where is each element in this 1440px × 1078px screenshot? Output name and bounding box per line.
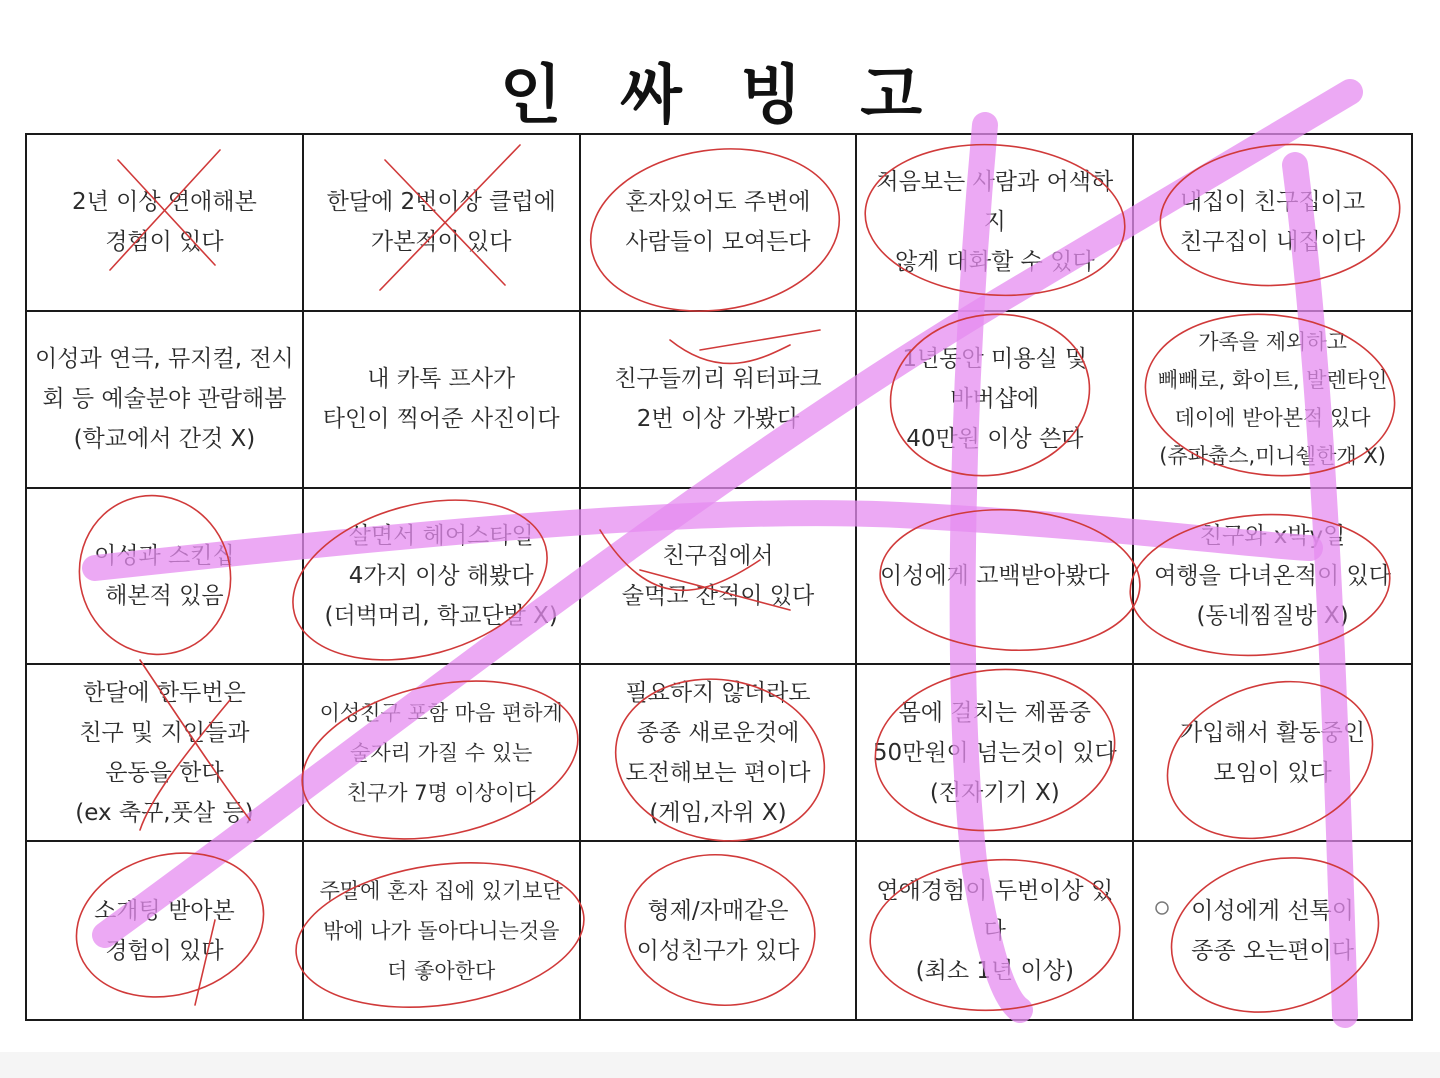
cell-text: 가족을 제외하고 빼빼로, 화이트, 발렌타인 데이에 받아본적 있다 (츄파춥스,미니쉘한개 X) xyxy=(1157,330,1388,469)
bingo-cell[interactable] xyxy=(581,665,858,842)
cell-text: 이성과 연극, 뮤지컬, 전시 회 등 예술분야 관람해봄 (학교에서 간것 X) xyxy=(35,346,294,453)
bingo-cell[interactable] xyxy=(1134,842,1411,1019)
cell-text: 2년 이상 연애해본 경험이 있다 xyxy=(72,189,257,256)
bingo-cell[interactable] xyxy=(27,842,304,1019)
cell-text: 처음보는 사람과 어색하지 않게 대화할 수 있다 xyxy=(876,169,1114,276)
cell-text: 연애경험이 두번이상 있다 (최소 1년 이상) xyxy=(876,877,1114,984)
cell-text: 한달에 한두번은 친구 및 지인들과 운동을 한다 (ex 축구,풋살 등) xyxy=(75,679,254,826)
bingo-title: 인 싸 빙 고 xyxy=(499,59,941,133)
bingo-cell[interactable] xyxy=(857,665,1134,842)
cell-text: 소개팅 받아본 경험이 있다 xyxy=(94,897,235,964)
cell-text: 친구집에서 술먹고 잔적이 있다 xyxy=(621,542,815,609)
cell-text: 내 카톡 프사가 타인이 찍어준 사진이다 xyxy=(322,366,560,433)
cell-text: 내집이 친구집이고 친구집이 내집이다 xyxy=(1180,189,1366,256)
cell-text: 이성에게 선톡이 종종 오는편이다 xyxy=(1191,897,1354,964)
cell-text: 살면서 헤어스타일 4가지 이상 해봤다 (더벅머리, 학교단발 X) xyxy=(324,522,558,629)
bingo-cell[interactable] xyxy=(304,489,581,666)
bingo-cell[interactable] xyxy=(27,312,304,489)
cell-text: 형제/자매같은 이성친구가 있다 xyxy=(636,897,800,964)
cell-text: 1년동안 미용실 및 바버샵에 40만원 이상 쓴다 xyxy=(902,346,1088,453)
cell-text: 주말에 혼자 집에 있기보단 밖에 나가 돌아다니는것을 더 좋아한다 xyxy=(319,878,563,983)
cell-text: 한달에 2번이상 클럽에 가본적이 있다 xyxy=(326,189,556,256)
cell-text: 친구들끼리 워터파크 2번 이상 가봤다 xyxy=(614,366,822,433)
bingo-cell[interactable] xyxy=(857,489,1134,666)
bingo-cell[interactable] xyxy=(857,842,1134,1019)
bingo-cell[interactable] xyxy=(1134,489,1411,666)
cell-text: 이성과 스킨십 해본적 있음 xyxy=(94,542,235,609)
bingo-cell[interactable] xyxy=(27,665,304,842)
cell-text: 혼자있어도 주변에 사람들이 모여든다 xyxy=(625,189,811,256)
bingo-cell[interactable] xyxy=(1134,135,1411,312)
bingo-cell[interactable] xyxy=(581,135,858,312)
bingo-cell[interactable] xyxy=(304,842,581,1019)
bingo-cell[interactable] xyxy=(581,489,858,666)
cell-text: 이성친구 포함 마음 편하게 술자리 가질 수 있는 친구가 7명 이상이다 xyxy=(319,700,563,805)
cell-text: 이성에게 고백받아봤다 xyxy=(880,562,1110,589)
cell-text: 몸에 걸치는 제품중 50만원이 넘는것이 있다 (전자기기 X) xyxy=(872,699,1117,806)
bingo-cell[interactable] xyxy=(1134,665,1411,842)
cell-text: 필요하지 않더라도 종종 새로운것에 도전해보는 편이다 (게임,자위 X) xyxy=(625,679,811,826)
bingo-cell[interactable] xyxy=(581,842,858,1019)
bingo-cell[interactable] xyxy=(304,312,581,489)
bingo-board xyxy=(25,133,1413,1021)
bingo-cell[interactable] xyxy=(581,312,858,489)
bingo-cell[interactable] xyxy=(857,135,1134,312)
cell-text: 친구와 x박y일 여행을 다녀온적이 있다 (동네찜질방 X) xyxy=(1154,522,1391,629)
bingo-cell[interactable] xyxy=(27,135,304,312)
bingo-cell[interactable] xyxy=(857,312,1134,489)
bingo-cell[interactable] xyxy=(304,135,581,312)
bingo-cell[interactable] xyxy=(304,665,581,842)
footer-strip xyxy=(0,1052,1440,1078)
cell-text: 가입해서 활동중인 모임이 있다 xyxy=(1180,719,1366,786)
bingo-cell[interactable] xyxy=(27,489,304,666)
bingo-cell[interactable] xyxy=(1134,312,1411,489)
